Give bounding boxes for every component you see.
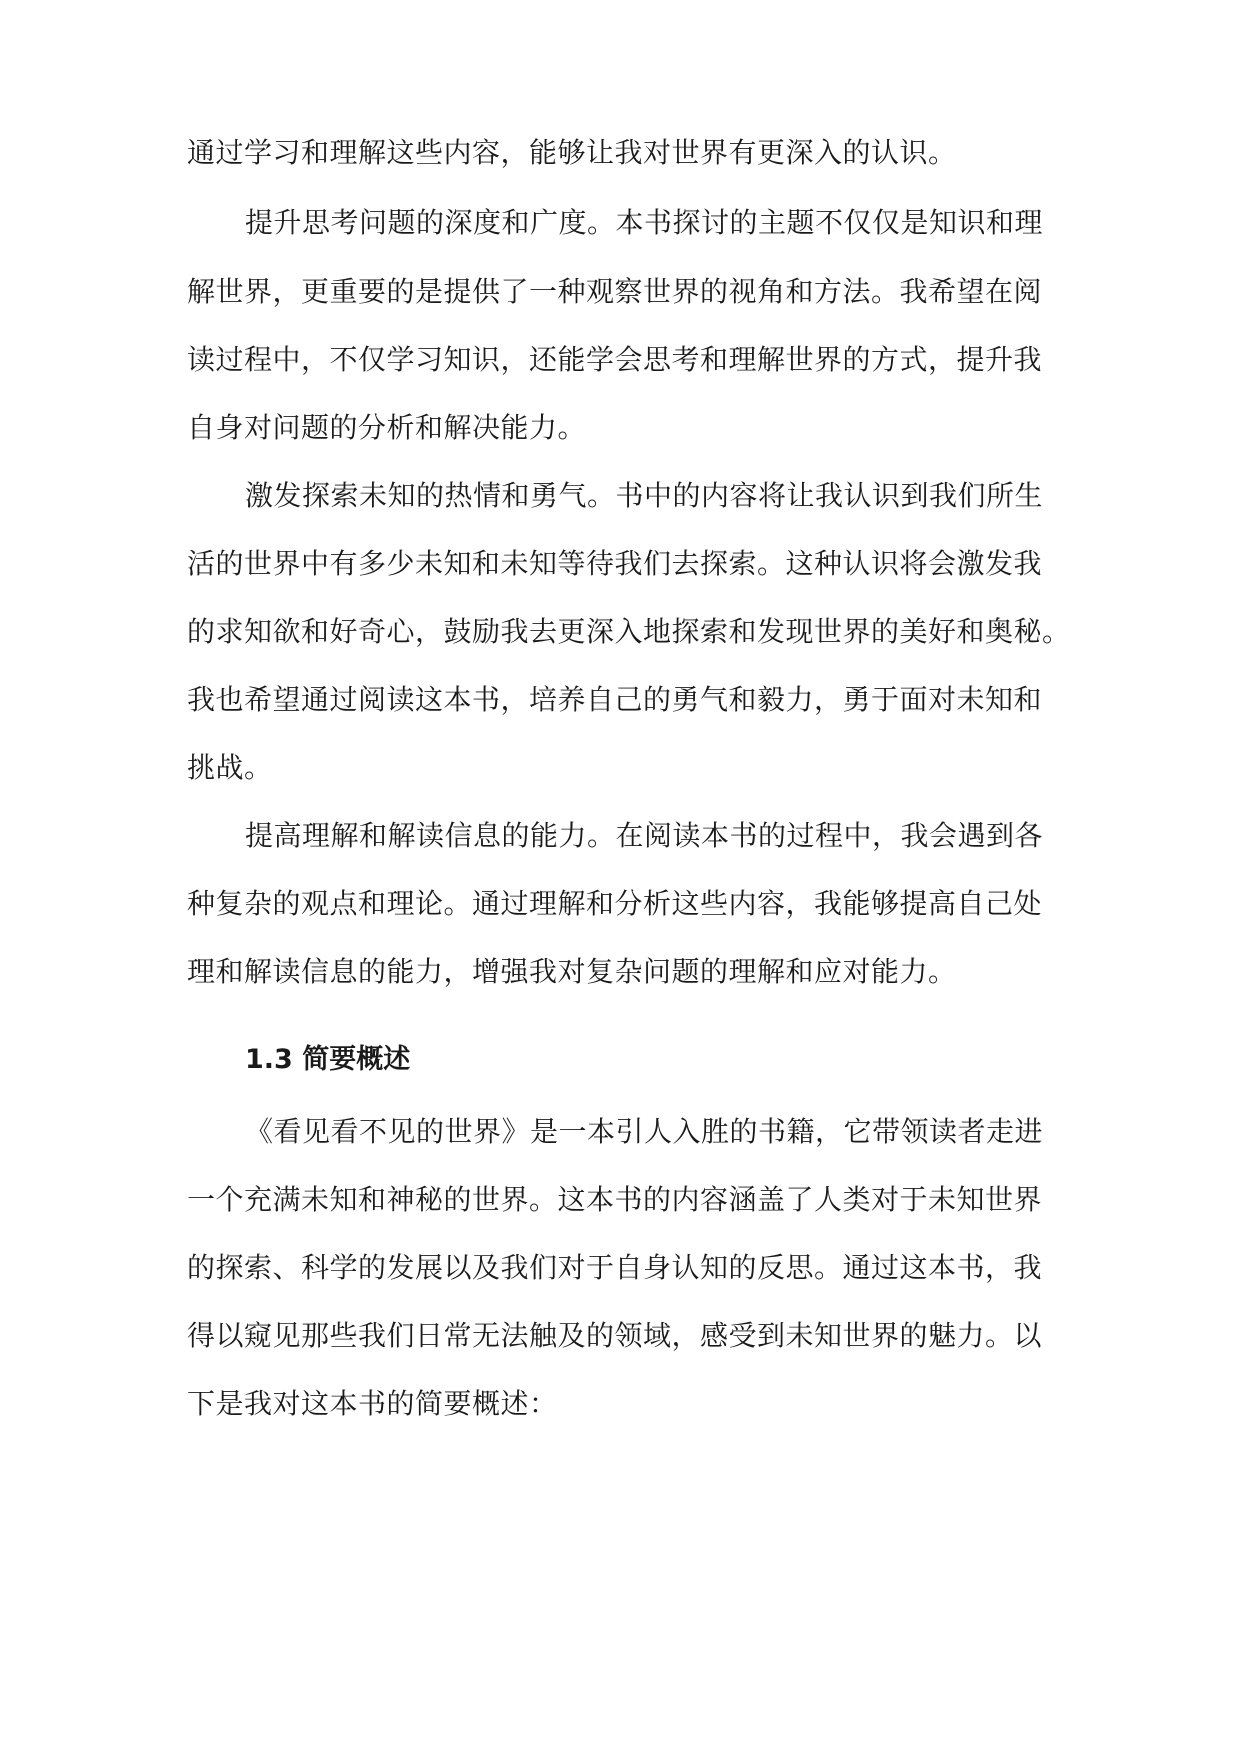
paragraph-line: 理和解读信息的能力，增强我对复杂问题的理解和应对能力。	[187, 955, 957, 988]
section-heading: 1.3 简要概述	[245, 1044, 411, 1075]
paragraph-line: 的探索、科学的发展以及我们对于自身认知的反思。通过这本书，我	[187, 1251, 1043, 1284]
paragraph-line: 的求知欲和好奇心，鼓励我去更深入地探索和发现世界的美好和奥秘。	[187, 615, 1071, 648]
paragraph-line: 挑战。	[187, 751, 273, 784]
paragraph-line: 激发探索未知的热情和勇气。书中的内容将让我认识到我们所生	[245, 479, 1044, 512]
paragraph-line: 提升思考问题的深度和广度。本书探讨的主题不仅仅是知识和理	[245, 206, 1044, 239]
paragraph-line: 一个充满未知和神秘的世界。这本书的内容涵盖了人类对于未知世界	[187, 1183, 1043, 1216]
paragraph-line: 读过程中，不仅学习知识，还能学会思考和理解世界的方式，提升我	[187, 343, 1043, 376]
paragraph-line: 《看见看不见的世界》是一本引人入胜的书籍，它带领读者走进	[245, 1115, 1044, 1148]
paragraph-line: 解世界，更重要的是提供了一种观察世界的视角和方法。我希望在阅	[187, 275, 1043, 308]
paragraph-line: 自身对问题的分析和解决能力。	[187, 411, 587, 444]
paragraph-line: 活的世界中有多少未知和未知等待我们去探索。这种认识将会激发我	[187, 547, 1043, 580]
paragraph-line: 得以窥见那些我们日常无法触及的领域，感受到未知世界的魅力。以	[187, 1319, 1043, 1352]
paragraph-line: 提高理解和解读信息的能力。在阅读本书的过程中，我会遇到各	[245, 819, 1044, 852]
paragraph-line: 下是我对这本书的简要概述：	[187, 1387, 558, 1420]
paragraph-line: 我也希望通过阅读这本书，培养自己的勇气和毅力，勇于面对未知和	[187, 683, 1043, 716]
paragraph-line: 通过学习和理解这些内容，能够让我对世界有更深入的认识。	[187, 136, 957, 169]
paragraph-line: 种复杂的观点和理论。通过理解和分析这些内容，我能够提高自己处	[187, 887, 1043, 920]
